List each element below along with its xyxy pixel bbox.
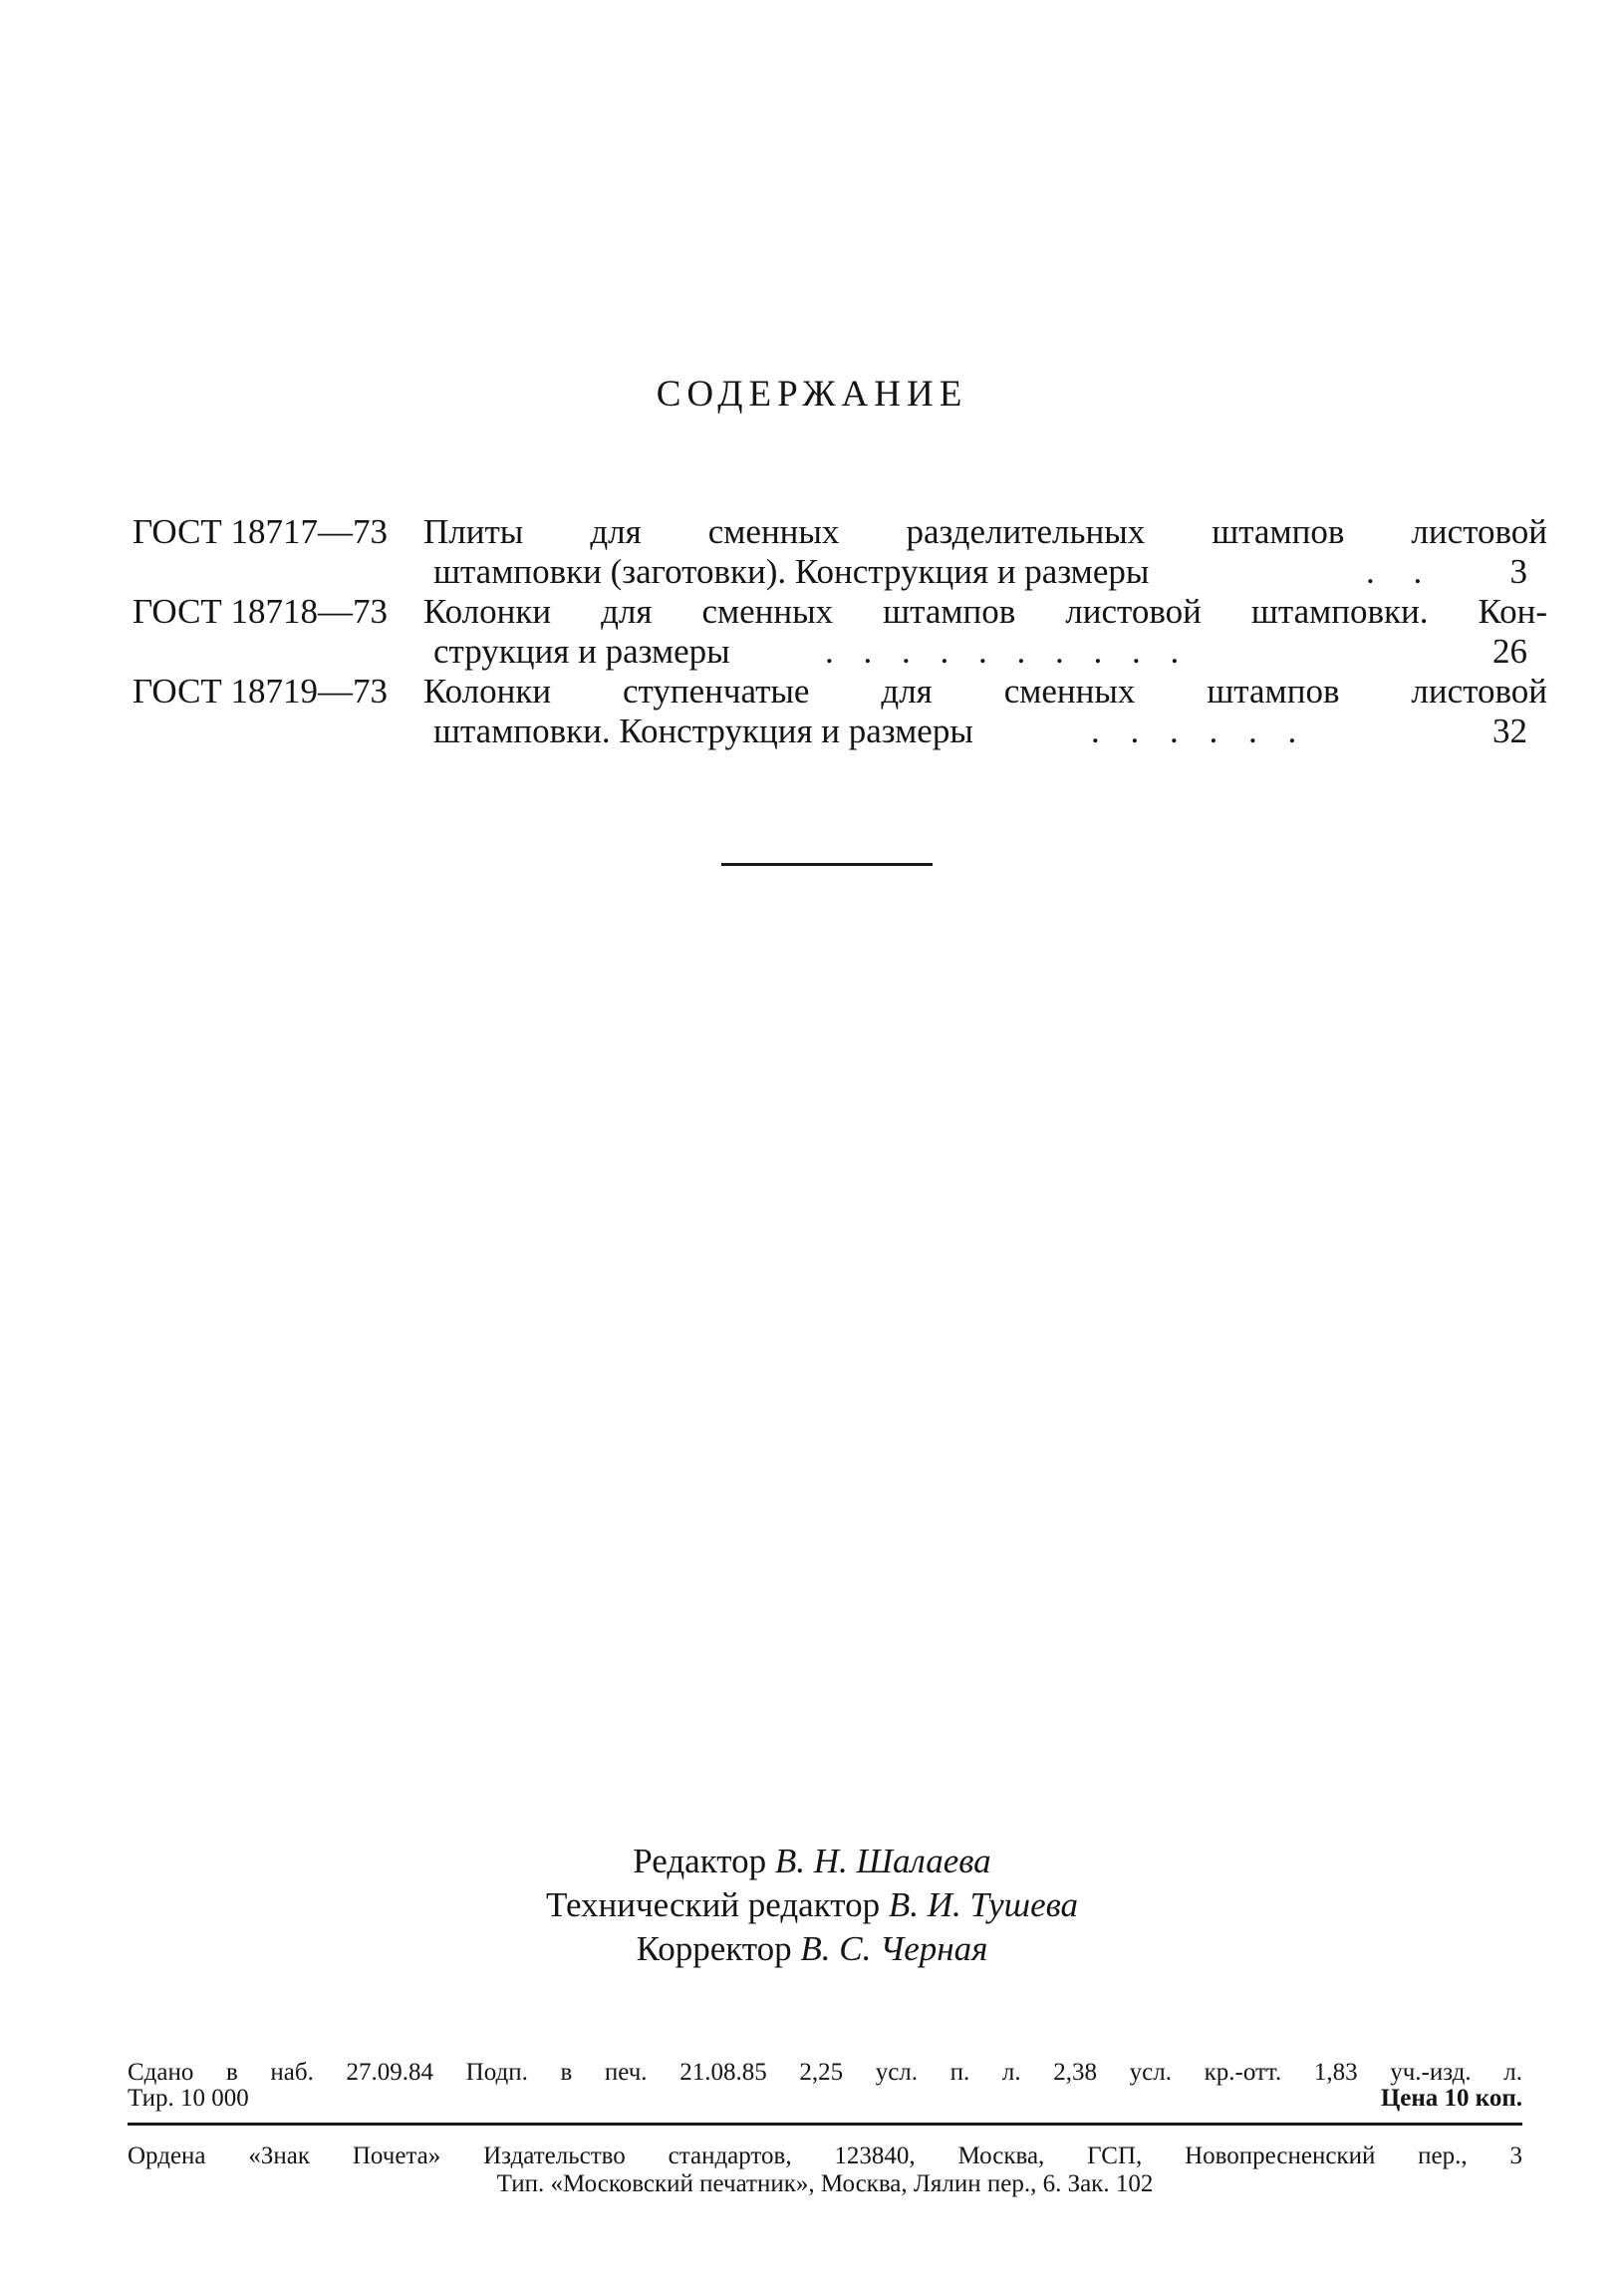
toc-entry-code: ГОСТ 18718—73: [133, 592, 389, 631]
toc-entry-code: ГОСТ 18717—73: [133, 512, 389, 551]
credit-proofreader: [0, 1927, 1624, 1971]
toc-entry-page-number: 32: [1492, 712, 1527, 750]
toc-entry-leader: . . . . . . . . . .: [825, 632, 1180, 671]
toc-entry-title-line1: Колонки для сменных штампов листовой штамповки. Кон-: [423, 592, 1547, 631]
toc-entry-leader: . .: [1366, 552, 1423, 591]
imprint-printer: Тип. «Московский печатник», Москва, Лялин пер., 6. Зак. 102: [496, 2170, 1154, 2197]
imprint-tirage: Тир. 10 000: [128, 2085, 249, 2112]
imprint-price: Цена 10 коп.: [1380, 2085, 1522, 2112]
imprint-tirage-row: [128, 2085, 1522, 2113]
toc-entry-title-line2: штамповки (заготовки). Конструкция и размеры: [433, 552, 1150, 591]
toc-entry-leader: . . . . . .: [1091, 712, 1297, 750]
imprint-publisher: Ордена «Знак Почета» Издательство стандартов, 123840, Москва, ГСП, Новопресненский пер., 3: [128, 2143, 1522, 2169]
credit-name: В. И. Тушева: [888, 1885, 1079, 1924]
credit-role: Редактор: [633, 1842, 767, 1880]
toc-entry-title-line2: штамповки. Конструкция и размеры: [433, 712, 973, 750]
imprint-divider: [128, 2123, 1522, 2126]
toc-entry-page-number: 3: [1509, 552, 1527, 591]
toc-entry-page-number: 26: [1492, 632, 1527, 671]
section-divider: [721, 863, 933, 866]
credit-editor: [0, 1840, 1624, 1883]
toc-title: СОДЕРЖАНИЕ: [656, 374, 968, 415]
credit-tech-editor: [0, 1883, 1624, 1927]
credit-role: Корректор: [636, 1929, 792, 1968]
toc-entry-title-line2: струкция и размеры: [433, 632, 730, 671]
credit-role: Технический редактор: [545, 1885, 881, 1924]
toc-entry-title-line1: Плиты для сменных разделительных штампов листовой: [423, 512, 1547, 551]
toc-entry-title-line1: Колонки ступенчатые для сменных штампов листовой: [423, 672, 1547, 711]
imprint-print-dates: Сдано в наб. 27.09.84 Подп. в печ. 21.08.85 2,25 усл. п. л. 2,38 усл. кр.-отт. 1,83 уч.-изд. л.: [128, 2059, 1522, 2086]
toc-entry-code: ГОСТ 18719—73: [133, 672, 389, 711]
credit-name: В. С. Черная: [800, 1929, 988, 1968]
credit-name: В. Н. Шалаева: [774, 1842, 991, 1880]
